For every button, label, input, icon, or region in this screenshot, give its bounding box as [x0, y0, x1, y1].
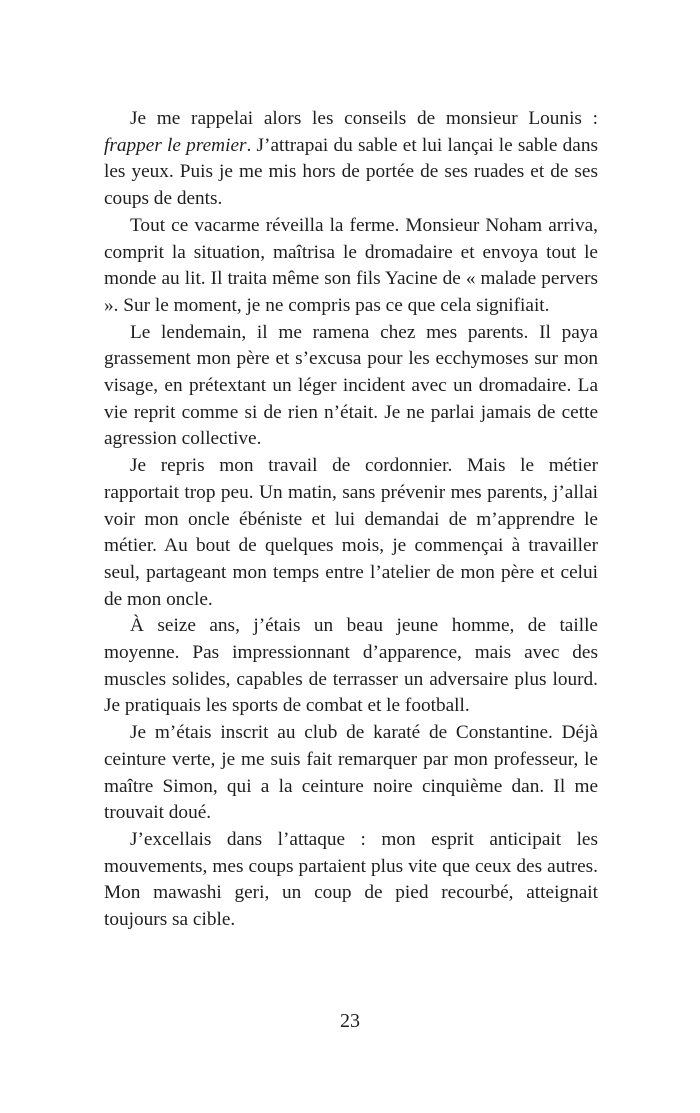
paragraph	[104, 720, 598, 827]
body-text	[104, 106, 598, 934]
paragraph-text: Le lendemain, il me ramena chez mes parents. Il paya grassement mon père et s’excusa pour les ecchymoses sur mon visage, en prétextant un léger incident avec un dromadaire. La vie reprit comme si de rien n’était. Je ne parlai jamais de cette agression collective.	[104, 321, 598, 450]
paragraph-text: Je m’étais inscrit au club de karaté de Constantine. Déjà ceinture verte, je me suis fait remarquer par mon professeur, le maître Simon, qui a la ceinture noire cinquième dan. Il me trouvait doué.	[104, 722, 598, 824]
paragraph	[104, 827, 598, 934]
paragraph-text: À seize ans, j’étais un beau jeune homme, de taille moyenne. Pas impressionnant d’apparence, mais avec des muscles solides, capables de terrasser un adversaire plus lourd. Je pratiquais les sports de combat et le football.	[104, 615, 598, 717]
paragraph-text: Je me rappelai alors les conseils de monsieur Lounis :	[130, 108, 598, 129]
paragraph-text: Tout ce vacarme réveilla la ferme. Monsieur Noham arriva, comprit la situation, maîtrisa le dromadaire et envoya tout le monde au lit. Il traita même son fils Yacine de « malade pervers ». Sur le moment, je ne compris pas ce que cela signifiait.	[104, 214, 598, 316]
page-number: 23	[340, 1010, 360, 1032]
emphasized-text: frapper le premier	[104, 134, 247, 156]
paragraph	[104, 453, 598, 613]
paragraph-text: Je repris mon travail de cordonnier. Mais le métier rapportait trop peu. Un matin, sans prévenir mes parents, j’allai voir mon oncle ébéniste et lui demandai de m’apprendre le métier. Au bout de quelques mois, je commençai à travailler seul, partageant mon temps entre l’atelier de mon père et celui de mon oncle.	[104, 455, 598, 610]
paragraph	[104, 320, 598, 454]
paragraph	[104, 106, 598, 213]
paragraph-text: J’excellais dans l’attaque : mon esprit anticipait les mouvements, mes coups partaient plus vite que ceux des autres. Mon mawashi geri, un coup de pied recourbé, atteignait toujours sa cible.	[104, 828, 598, 931]
paragraph-text: . J’attrapai du sable et lui lançai le sable dans les yeux. Puis je me mis hors de portée de ses ruades et de ses coups de dents.	[104, 134, 598, 210]
paragraph	[104, 213, 598, 320]
paragraph	[104, 613, 598, 720]
